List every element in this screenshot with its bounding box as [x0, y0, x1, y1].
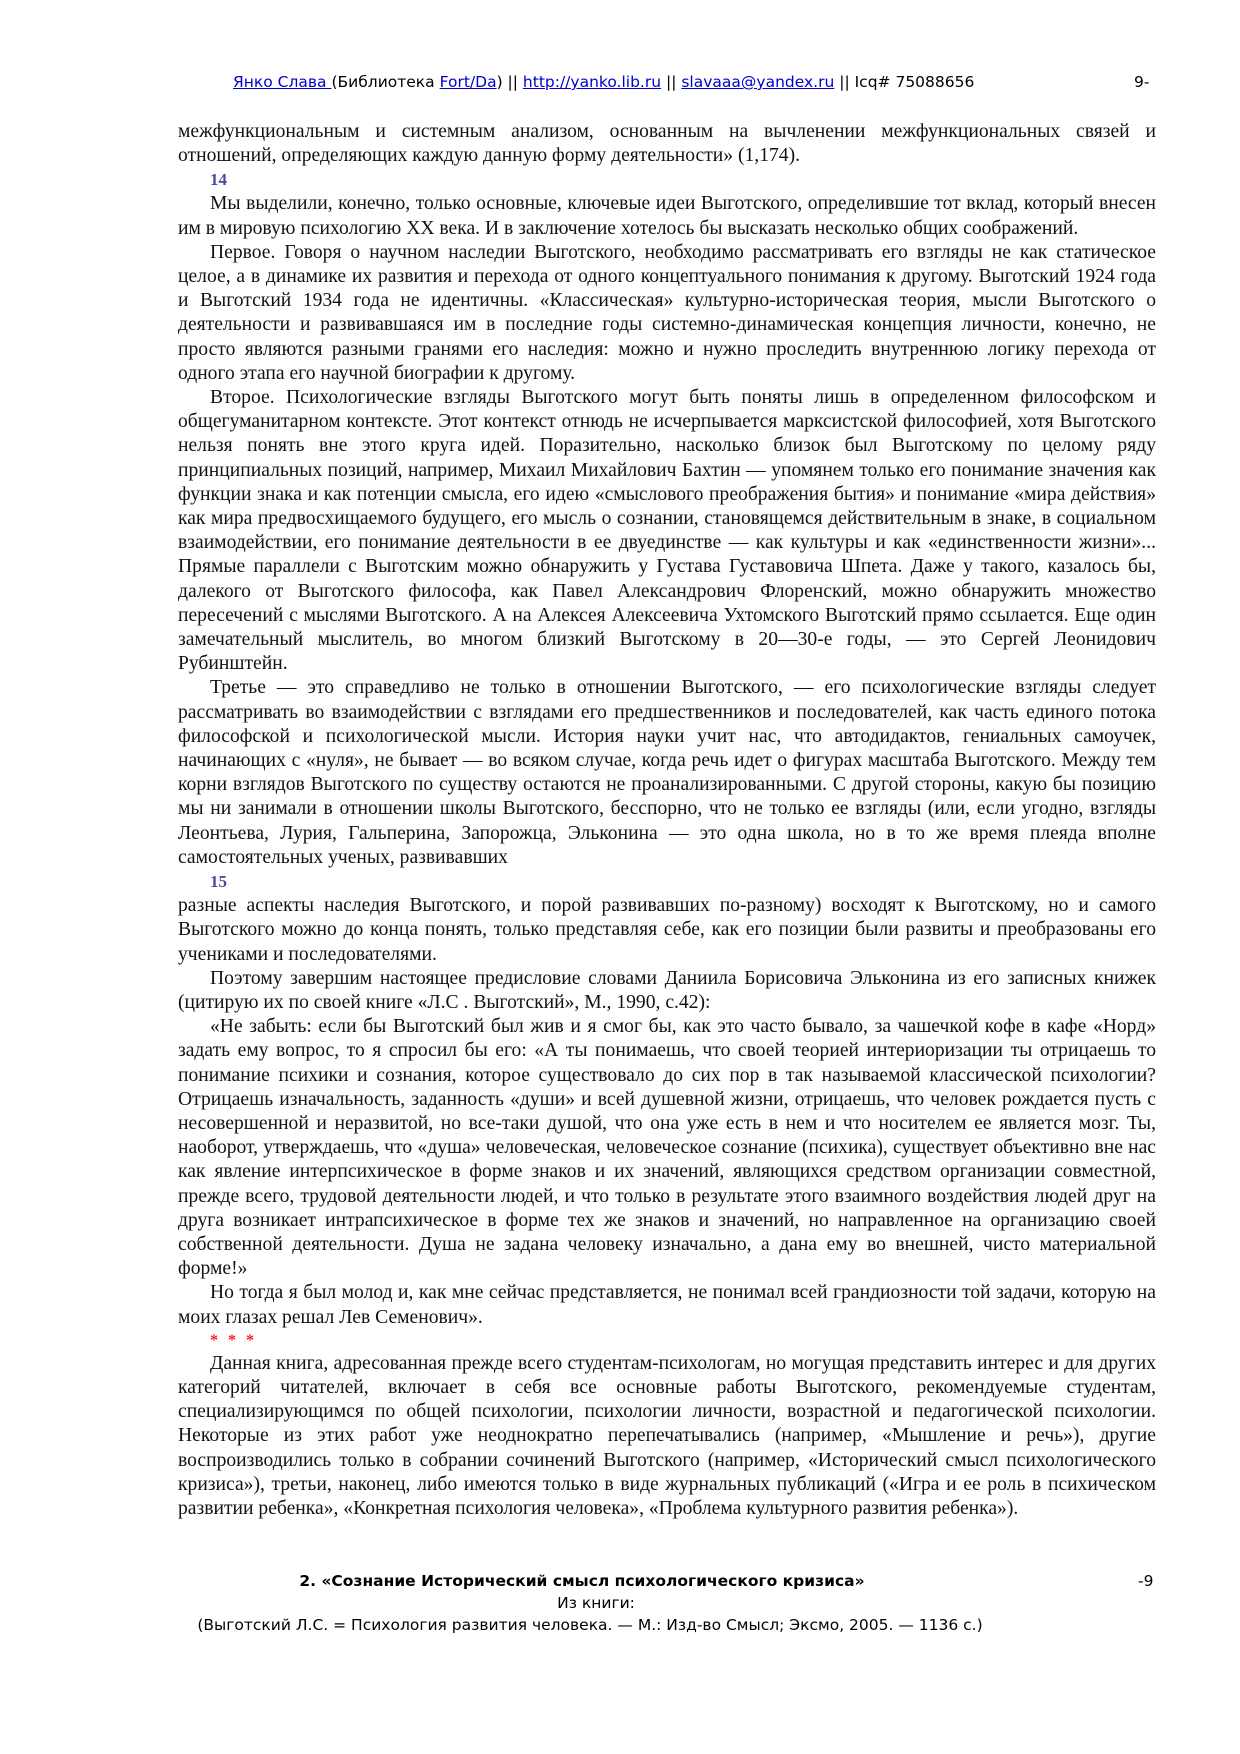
footer-title — [0, 1572, 1240, 1590]
page-marker: 15 — [210, 872, 227, 892]
footer-bibliography — [0, 1616, 1240, 1634]
header-line — [233, 73, 974, 91]
footer-page-number: -9 — [1138, 1572, 1154, 1590]
paragraph: Первое. Говоря о научном наследии Выготского, необходимо рассматривать его взгляды не как статическое целое, а в динамике их развития и перехода от одного концептуального понимания к другому. Выготский 1924 года и Выготский 1934 года не идентичны. «Классическая» культурно-историческая теория, мысли Выготского о деятельности и развивавшаяся им в последние годы системно-динамическая концепция личности, конечно, не просто являются разными гранями его наследия: можно и нужно проследить внутреннюю логику перехода от одного этапа его научной биографии к другому. — [178, 241, 1156, 384]
paragraph: Третье — это справедливо не только в отношении Выготского, — его психологические взгляды следует рассматривать во взаимодействии с взглядами его предшественников и последователей, как часть единого потока философской и психологической мысли. История науки учит нас, что автодидактов, гениальных самоучек, начинающих с «нуля», не бывает — во всяком случае, когда речь идет о фигурах масштаба Выготского. Между тем корни взглядов Выготского по существу остаются не проанализированными. С другой стороны, какую бы позицию мы ни занимали в отношении школы Выготского, бесспорно, что не только ее взгляды (или, если угодно, взгляды Леонтьева, Лурия, Гальперина, Запорожца, Эльконина — это одна школа, но в то же время плеяда вполне самостоятельных ученых, развивавших — [178, 677, 1156, 868]
paragraph: Второе. Психологические взгляды Выготского могут быть поняты лишь в определенном философском и общегуманитарном контексте. Этот контекст отнюдь не исчерпывается марксистской философией, хотя Выготского нельзя понять вне этого круга идей. Поразительно, насколько близок был Выготскому по целому ряду принципиальных позиций, например, Михаил Михайлович Бахтин — упомянем только его понимание значения как функции знака и как потенции смысла, его идею «смыслового преображения бытия» и понимание «мира действия» как мира предвосхищаемого будущего, его мысль о сознании, становящемся действительным в знаке, в социальном взаимодействии, его понимание деятельности в ее двуединстве — как культуры и как «единственности жизни»... Прямые параллели с Выготским можно обнаружить у Густава Густавовича Шпета. Даже у такого, казалось бы, далекого от Выготского философа, как Павел Александрович Флоренский, можно обнаружить множество пересечений с мыслями Выготского. А на Алексея Алексеевича Ухтомского Выготский прямо ссылается. Еще один замечательный мыслитель, во многом близкий Выготскому в 20—30-е годы, — это Сергей Леонидович Рубинштейн. — [178, 387, 1156, 675]
author-link[interactable]: Янко Слава — [233, 73, 332, 91]
paragraph: межфункциональным и системным анализом, основанным на вычленении межфункциональных связей и отношений, определяющих каждую данную форму деятельности» (1,174). — [178, 121, 1156, 167]
quote-paragraph: «Не забыть: если бы Выготский был жив и я смог бы, как это часто бывало, за чашечкой кофе в кафе «Норд» задать ему вопрос, то я спросил бы его: «А ты понимаешь, что своей теорией интериоризации ты отрицаешь то понимание психики и сознания, которое существовало до сих пор в так называемой классической психологии? Отрицаешь изначальность, заданность «души» и всей душевной жизни, отрицаешь, что человек рождается пусть с несовершенной и неразвитой, но все-таки душой, что она уже есть в нем и что носителем ее является мозг. Ты, наоборот, утверждаешь, что «душа» человеческая, человеческое сознание (психика), существует объективно вне нас как явление интерпсихическое в форме знаков и их значений, являющихся средством организации совместной, прежде всего, трудовой деятельности людей, и что только в результате этого взаимного воздействия людей друг на друга возникает интрапсихическое в форме тех же знаков и значений, но направленное на организацию своей собственной деятельности. Душа не задана человеку изначально, а дана ему во внешней, чисто материальной форме!» — [178, 1016, 1156, 1280]
document-body — [178, 120, 1156, 1521]
footer-source — [0, 1594, 1240, 1612]
source-label: Из книги: — [557, 1594, 635, 1612]
paragraph: Поэтому завершим настоящее предисловие словами Даниила Борисовича Эльконина из его записных книжек (цитирую их по своей книге «Л.С . Выготский», М., 1990, с.42): — [178, 967, 1156, 1013]
chapter-title: 2. «Сознание Исторический смысл психологического кризиса» — [299, 1572, 865, 1590]
library-prefix: (Библиотека — [331, 73, 440, 91]
library-link[interactable]: Fort/Da — [439, 73, 497, 91]
page-header — [0, 73, 1240, 97]
page-marker: 14 — [210, 170, 227, 190]
header-page-number: 9- — [1134, 73, 1150, 91]
paragraph: Данная книга, адресованная прежде всего студентам-психологам, но могущая представить интерес и для других категорий читателей, включает в себя все основные работы Выготского, рекомендуемые студентам, специализирующимся по общей психологии, психологии личности, возрастной и педагогической психологии. Некоторые из этих работ уже неоднократно перепечатывались (например, «Мышление и речь»), другие воспроизводились только в собрании сочинений Выготского (например, «Исторический смысл психологического кризиса»), третьи, наконец, либо имеются только в виде журнальных публикаций («Игра и ее роль в психическом развитии ребенка», «Конкретная психология человека», «Проблема культурного развития ребенка»). — [178, 1352, 1156, 1519]
section-separator: * * * — [210, 1331, 257, 1349]
bibliography-text: (Выготский Л.С. = Психология развития человека. — М.: Изд-во Смысл; Эксмо, 2005. — 1136 с.) — [197, 1616, 983, 1634]
icq-number: || Icq# 75088656 — [834, 73, 975, 91]
separator: ) || — [496, 73, 523, 91]
paragraph: Мы выделили, конечно, только основные, ключевые идеи Выготского, определившие тот вклад, который внесен им в мировую психологию XX века. И в заключение хотелось бы высказать несколько общих соображений. — [178, 193, 1156, 239]
paragraph: разные аспекты наследия Выготского, и порой развивавших по-разному) восходят к Выготскому, но и самого Выготского можно до конца понять, только представляя себе, как его позиции были развиты и преобразованы его учениками и последователями. — [178, 895, 1156, 965]
email-link[interactable]: slavaaa@yandex.ru — [681, 73, 835, 91]
site-link[interactable]: http://yanko.lib.ru — [522, 73, 662, 91]
separator: || — [661, 73, 682, 91]
paragraph: Но тогда я был молод и, как мне сейчас представляется, не понимал всей грандиозности той задачи, которую на моих глазах решал Лев Семенович». — [178, 1282, 1156, 1328]
